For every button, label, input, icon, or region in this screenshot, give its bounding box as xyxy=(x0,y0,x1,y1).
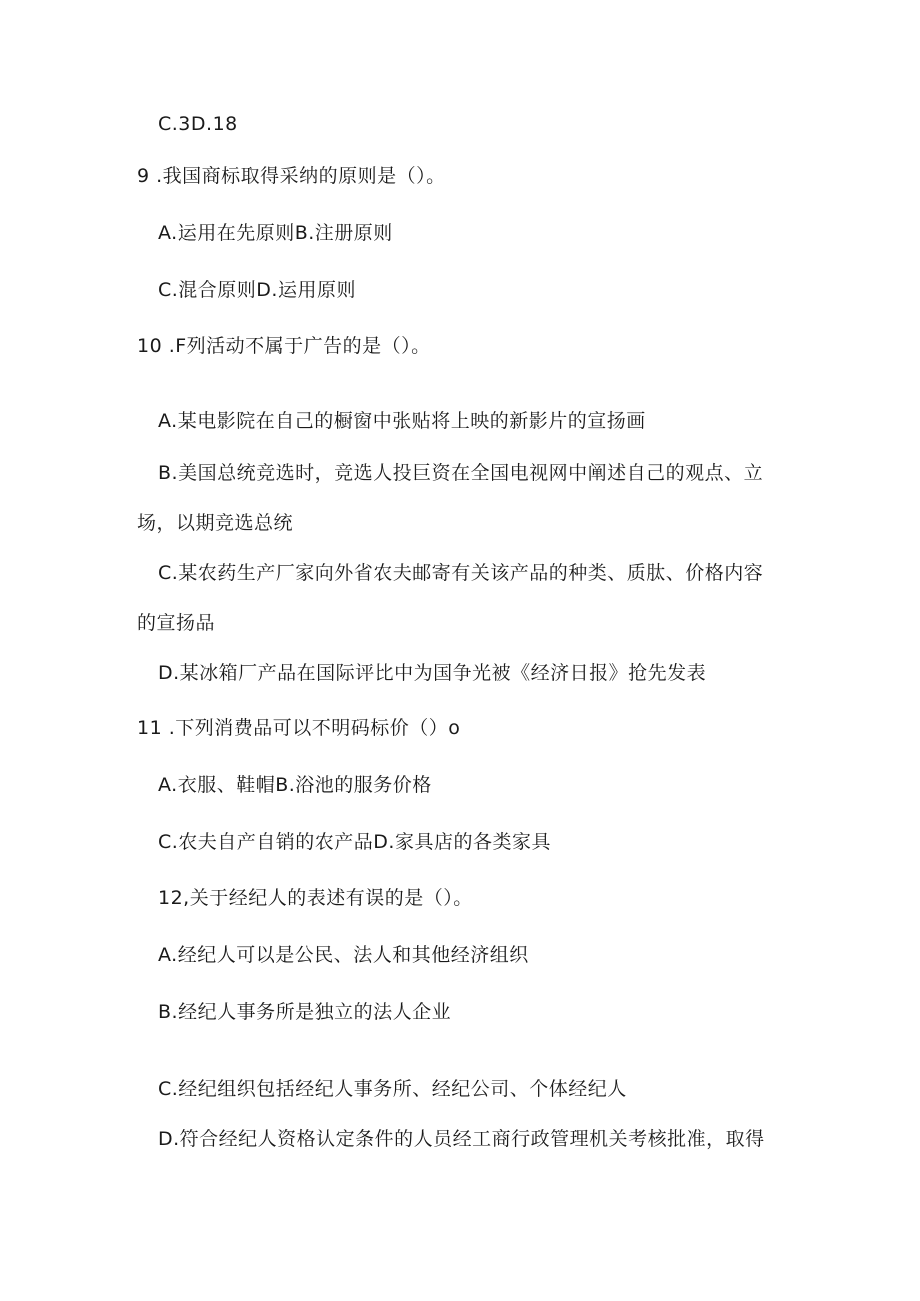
option-line-c3-d18: C.3D.18 xyxy=(158,113,238,135)
question-11-options-ab: A.衣服、鞋帽B.浴池的服务价格 xyxy=(158,774,432,796)
question-12: 12,关于经纪人的表述有误的是（）。 xyxy=(158,887,473,909)
question-12-option-a: A.经纪人可以是公民、法人和其他经济组织 xyxy=(158,944,529,966)
question-9-options-cd: C.混合原则D.运用原则 xyxy=(158,279,356,301)
question-12-option-b: B.经纪人事务所是独立的法人企业 xyxy=(158,1001,452,1023)
question-10: 10 .F列活动不属于广告的是（）。 xyxy=(137,335,431,357)
question-10-option-b-continued: 场，以期竞选总统 xyxy=(137,512,294,534)
question-9-options-ab: A.运用在先原则B.注册原则 xyxy=(158,222,393,244)
question-9: 9 .我国商标取得采纳的原则是（）。 xyxy=(137,165,446,187)
question-10-option-a: A.某电影院在自己的橱窗中张贴将上映的新影片的宣扬画 xyxy=(158,410,646,432)
question-11: 11 .下列消费品可以不明码标价（）o xyxy=(137,717,461,739)
question-10-option-b: B.美国总统竞选时，竞选人投巨资在全国电视网中阐述自己的观点、立 xyxy=(158,462,764,484)
question-11-options-cd: C.农夫自产自销的农产品D.家具店的各类家具 xyxy=(158,831,551,853)
question-12-option-d: D.符合经纪人资格认定条件的人员经工商行政管理机关考核批准，取得 xyxy=(158,1128,765,1150)
question-10-option-c-continued: 的宣扬品 xyxy=(137,612,216,634)
question-10-option-c: C.某农药生产厂家向外省农夫邮寄有关该产品的种类、质肽、价格内容 xyxy=(158,562,764,584)
question-12-option-c: C.经纪组织包括经纪人事务所、经纪公司、个体经纪人 xyxy=(158,1078,627,1100)
question-10-option-d: D.某冰箱厂产品在国际评比中为国争光被《经济日报》抢先发表 xyxy=(158,662,707,684)
